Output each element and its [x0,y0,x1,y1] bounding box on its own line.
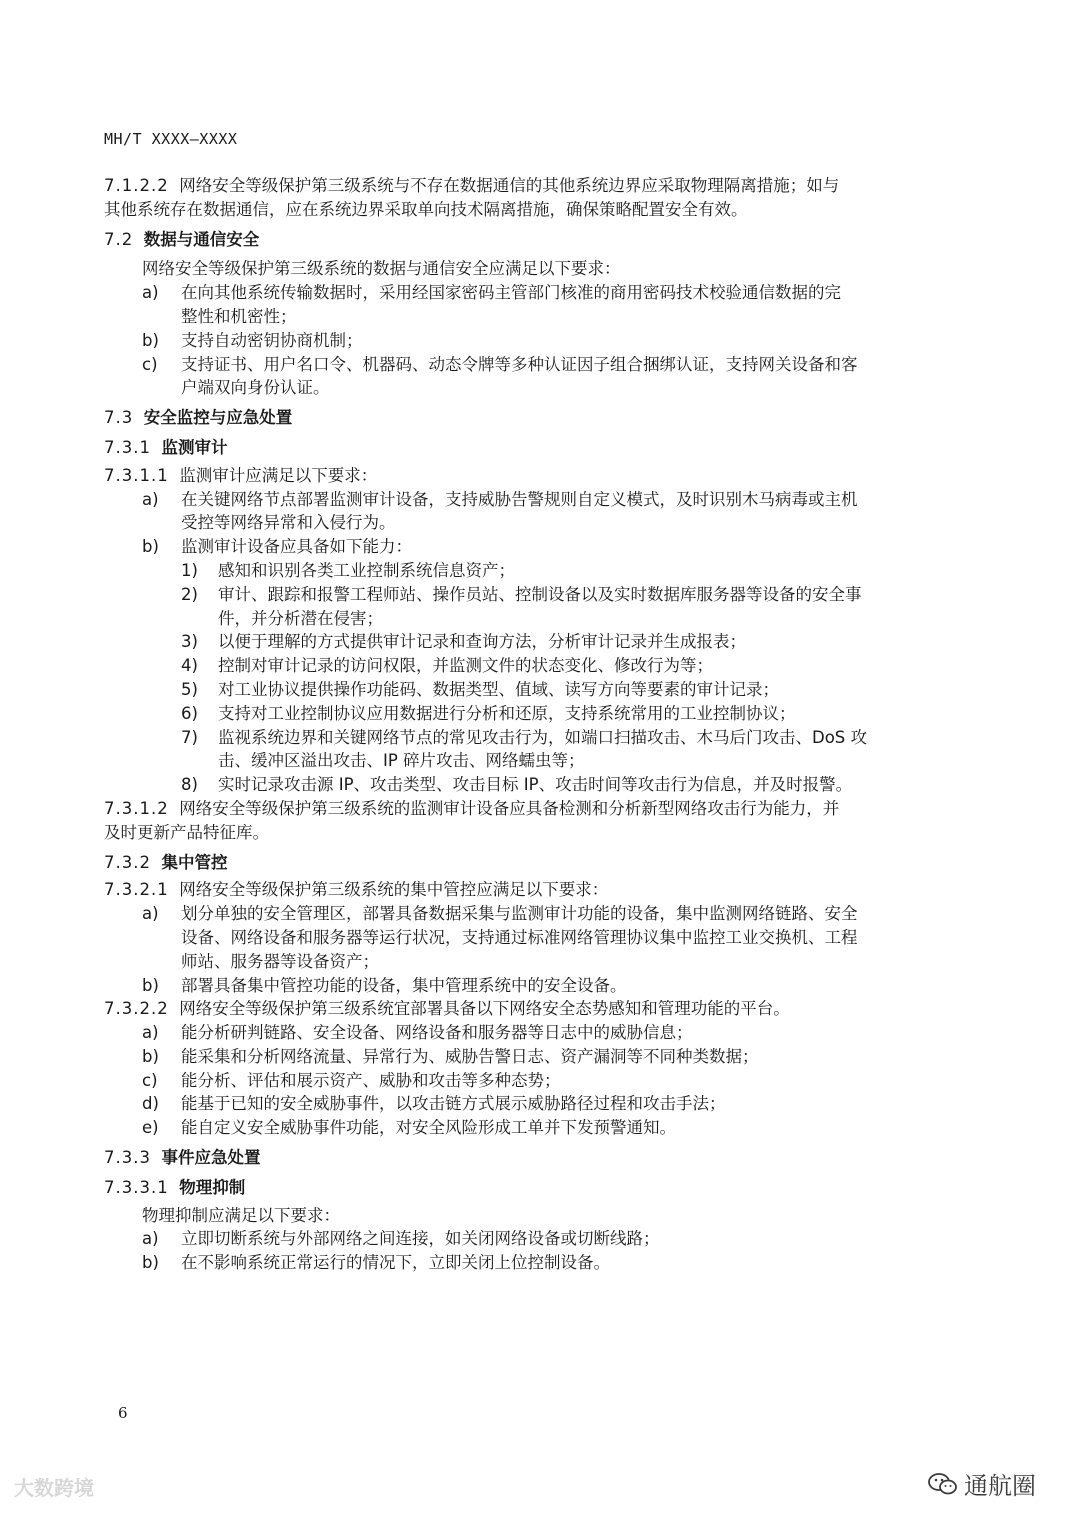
sub-list-item [104,654,954,678]
item-text: 对工业协议提供操作功能码、数据类型、值域、读写方向等要素的审计记录； [218,679,779,699]
list-item-continuation: 师站、服务器等设备资产； [181,951,379,971]
list-item [104,1092,954,1116]
clause-text: 网络安全等级保护第三级系统的集中管控应满足以下要求： [179,880,609,900]
sub-list-item-continuation: 击、缓冲区溢出攻击、IP 碎片攻击、网络蠕虫等； [218,751,585,771]
list-item [104,1116,954,1140]
item-label: b) [142,1253,159,1273]
item-text: 能采集和分析网络流量、异常行为、威胁告警日志、资产漏洞等不同种类数据； [181,1046,759,1066]
item-text: 控制对审计记录的访问权限，并监测文件的状态变化、修改行为等； [218,656,713,676]
clause-text: 监测审计应满足以下要求： [179,465,378,485]
item-text: 监视系统边界和关键网络节点的常见攻击行为，如端口扫描攻击、木马后门攻击、DoS 攻 [218,727,868,747]
section-72-intro: 网络安全等级保护第三级系统的数据与通信安全应满足以下要求： [142,259,621,279]
clause-text: 网络安全等级保护第三级系统与不存在数据通信的其他系统边界应采取物理隔离措施；如与 [179,176,840,195]
section-title: 监测审计 [161,437,228,457]
item-text: 能基于已知的安全威胁事件，以攻击链方式展示威胁路径过程和攻击手法； [181,1094,726,1114]
item-text: 在不影响系统正常运行的情况下，立即关闭上位控制设备。 [181,1253,610,1273]
item-label: 2) [181,584,198,604]
sub-list-item [104,678,954,702]
item-label: c) [142,1070,158,1090]
item-label: a) [142,904,159,924]
list-item [104,974,954,998]
clause-7311-intro [104,464,954,488]
item-text: 部署具备集中管控功能的设备，集中管理系统中的安全设备。 [181,975,627,995]
item-label: b) [142,975,159,995]
section-733-heading [104,1146,954,1170]
document-body [104,174,954,1275]
item-label: b) [142,1046,159,1066]
list-item-continuation: 受控等网络异常和入侵行为。 [181,513,396,533]
item-label: e) [142,1118,159,1138]
item-label: a) [142,1023,159,1043]
wechat-icon [928,1472,958,1496]
clause-7321-intro [104,878,954,902]
sub-list-item [104,726,954,750]
section-number: 7.3.3 [104,1148,151,1168]
item-label: 8) [181,775,198,795]
item-text: 以便于理解的方式提供审计记录和查询方法，分析审计记录并生成报表； [218,632,746,652]
sub-list-item [104,583,954,607]
section-73-heading [104,406,954,430]
clause-7122-line2: 其他系统存在数据通信，应在系统边界采取单向技术隔离措施，确保策略配置安全有效。 [104,199,748,219]
item-text: 能分析、评估和展示资产、威胁和攻击等多种态势； [181,1070,561,1090]
item-text: 支持证书、用户名口令、机器码、动态令牌等多种认证因子组合捆绑认证，支持网关设备和客 [181,354,858,374]
item-label: a) [142,489,159,509]
list-item [104,902,954,926]
item-text: 感知和识别各类工业控制系统信息资产； [218,560,515,580]
list-item-continuation: 整性和机密性； [181,306,297,326]
list-item [104,1021,954,1045]
item-label: d) [142,1094,159,1114]
section-72-heading [104,228,954,252]
item-label: 5) [181,679,198,699]
list-item [104,1251,954,1275]
section-7331-heading [104,1176,954,1200]
clause-text: 网络安全等级保护第三级系统宜部署具备以下网络安全态势感知和管理功能的平台。 [179,999,790,1019]
item-label: c) [142,354,158,374]
item-text: 划分单独的安全管理区，部署具备数据采集与监测审计功能的设备，集中监测网络链路、安全 [181,904,858,924]
sub-list-item [104,702,954,726]
watermark-right [928,1466,1036,1501]
item-text: 实时记录攻击源 IP、攻击类型、攻击目标 IP、攻击时间等攻击行为信息，并及时报警。 [218,775,853,795]
sub-list-item [104,773,954,797]
item-text: 能分析研判链路、安全设备、网络设备和服务器等日志中的威胁信息； [181,1023,693,1043]
list-item [104,353,954,377]
item-text: 支持对工业控制协议应用数据进行分析和还原，支持系统常用的工业控制协议； [218,703,796,723]
item-label: 4) [181,656,198,676]
item-text: 在关键网络节点部署监测审计设备，支持威胁告警规则自定义模式，及时识别木马病毒或主机 [181,489,858,509]
list-item [104,329,954,353]
list-item [104,281,954,305]
section-731-heading [104,436,954,460]
section-7331-intro: 物理抑制应满足以下要求： [142,1205,340,1225]
document-code: MH/T XXXX—XXXX [104,130,238,148]
item-label: 3) [181,632,198,652]
section-title: 事件应急处置 [161,1148,261,1168]
watermark-left: 大数跨境 [14,1476,94,1500]
sub-list-item [104,559,954,583]
item-text: 监测审计设备应具备如下能力： [181,537,412,557]
list-item [104,488,954,512]
clause-number: 7.3.2.2 [104,999,169,1019]
list-item [104,1045,954,1069]
item-label: 7) [181,727,198,747]
item-label: b) [142,330,159,350]
section-title: 数据与通信安全 [143,229,260,249]
list-item [104,1069,954,1093]
section-title: 集中管控 [161,852,228,872]
page-number: 6 [118,1404,128,1422]
item-text: 审计、跟踪和报警工程师站、操作员站、控制设备以及实时数据库服务器等设备的安全事 [218,584,862,604]
item-label: 6) [181,703,198,723]
section-number: 7.3.2 [104,852,151,872]
list-item-continuation: 户端双向身份认证。 [181,378,330,398]
section-title: 安全监控与应急处置 [143,408,293,428]
item-text: 立即切断系统与外部网络之间连接，如关闭网络设备或切断线路； [181,1229,660,1249]
clause-number: 7.3.2.1 [104,880,169,900]
clause-number: 7.3.1.2 [104,798,169,818]
clause-7122-line1 [104,174,954,198]
item-label: 1) [181,560,198,580]
clause-7322-intro [104,997,954,1021]
section-title: 物理抑制 [179,1177,246,1197]
section-number: 7.3 [104,408,134,428]
item-text: 在向其他系统传输数据时，采用经国家密码主管部门核准的商用密码技术校验通信数据的完 [181,283,841,303]
section-732-heading [104,851,954,875]
clause-number: 7.3.1.1 [104,465,169,485]
list-item [104,1227,954,1251]
list-item-continuation: 设备、网络设备和服务器等运行状况，支持通过标准网络管理协议集中监控工业交换机、工程 [181,927,858,947]
section-number: 7.2 [104,229,134,249]
section-number: 7.3.1 [104,437,151,457]
clause-7312-line1 [104,797,954,821]
clause-7312-line2: 及时更新产品特征库。 [104,822,269,842]
watermark-right-text: 通航圈 [964,1472,1036,1500]
clause-text: 网络安全等级保护第三级系统的监测审计设备应具备检测和分析新型网络攻击行为能力，并 [179,798,840,818]
item-text: 支持自动密钥协商机制； [181,330,363,350]
sub-list-item [104,630,954,654]
item-label: a) [142,283,159,303]
section-number: 7.3.3.1 [104,1177,169,1197]
clause-number: 7.1.2.2 [104,176,169,195]
sub-list-item-continuation: 件，并分析潜在侵害； [218,608,383,628]
item-text: 能自定义安全威胁事件功能，对安全风险形成工单并下发预警通知。 [181,1118,676,1138]
item-label: b) [142,537,159,557]
list-item [104,535,954,559]
item-label: a) [142,1229,159,1249]
